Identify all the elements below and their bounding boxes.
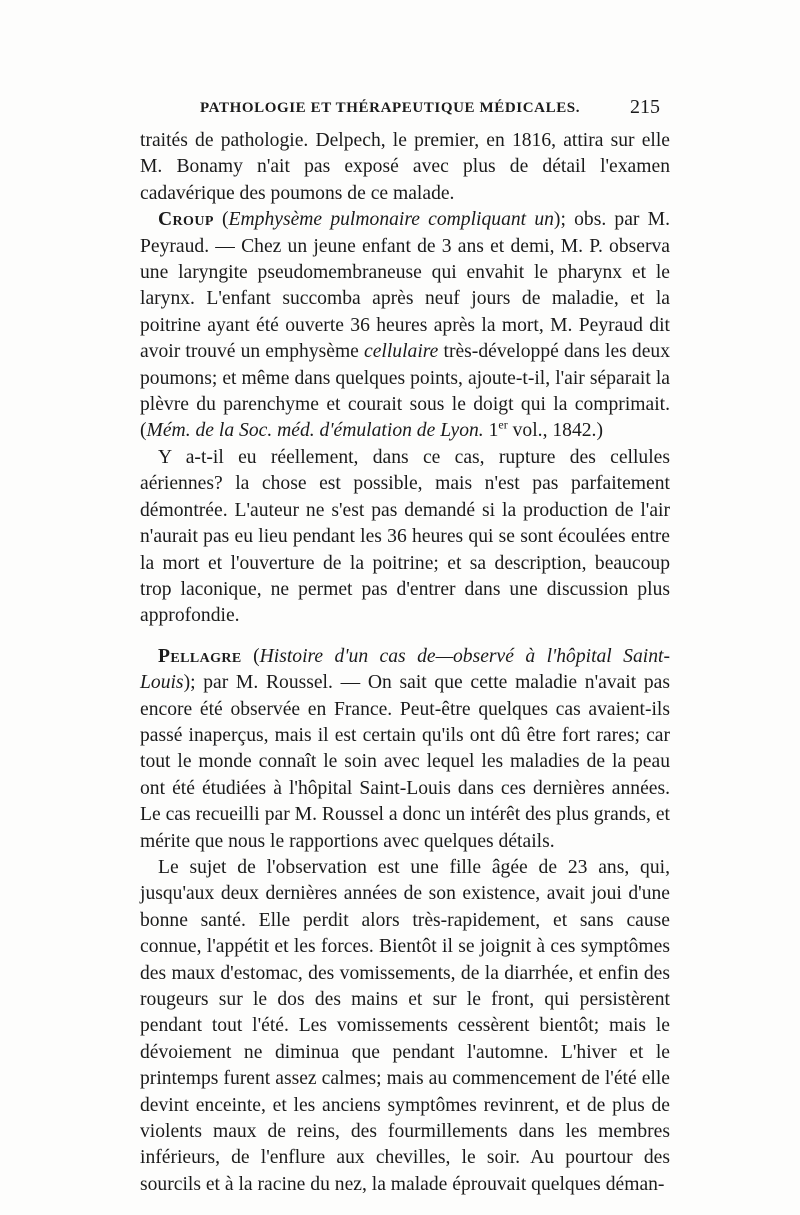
paren-open: (: [213, 209, 229, 231]
paragraph-pellagre-text: ); par M. Roussel. — On sait que cette maladie n'avait pas encore été observée en France. Peut-être quelques cas avaient-ils passé inaperçus, mais il est certain qu'ils ont dû être fort rares; car tout le monde connaît le soin avec lequel les maladies de la peau ont été étudiées à l'hôpital Saint-Louis dans ces dernières années. Le cas recueilli par M. Roussel a donc un intérêt des plus grands, et mérite que nous le rapportions avec quelques détails.: [140, 672, 670, 852]
body-text: [140, 128, 670, 1198]
entry-title-croup: Emphysème pulmonaire compliquant un: [228, 209, 554, 231]
italic-cellulaire: cellulaire: [364, 341, 439, 363]
entry-title-pellagre: Histoire d'un cas de—observé à l'hôpital Saint-Louis: [140, 645, 670, 694]
reference-post: vol., 1842.): [507, 420, 603, 442]
paragraph-commentary: Y a-t-il eu réellement, dans ce cas, rupture des cellules aériennes? la chose est possible, mais n'est pas parfaitement démontrée. L'auteur ne s'est pas demandé si la production de l'air n'aurait pas eu lieu pendant les 36 heures qui se sont écoulées entre la mort et l'ouverture de la poitrine; et sa description, beaucoup trop laconique, ne permet pas d'entrer dans une discussion plus approfondie.: [140, 446, 670, 627]
reference-pre: 1: [483, 420, 499, 442]
source-citation: Mém. de la Soc. méd. d'émulation de Lyon.: [146, 420, 484, 442]
entry-label-pellagre: Pellagre: [158, 645, 242, 667]
page-number: 215: [630, 96, 660, 118]
paragraph-observation: Le sujet de l'observation est une fille âgée de 23 ans, qui, jusqu'aux deux dernières années de son existence, avait joui d'une bonne santé. Elle perdit alors très-rapidement, et sans cause connue, l'appétit et les forces. Bientôt il se joignit à ces symptômes des maux d'estomac, des vomissements, de la diarrhée, et enfin des rougeurs sur le dos des mains et sur le front, qui persistèrent pendant tout l'été. Les vomissements cessèrent bientôt; mais le dévoiement ne diminua que pendant l'automne. L'hiver et le printemps furent assez calmes; mais au commencement de l'été elle devint enceinte, et les anciens symptômes revinrent, et de plus de violents maux de reins, des fourmillements dans les membres inférieurs, de l'enflure aux chevilles, le soir. Au pourtour des sourcils et à la racine du nez, la malade éprouvait quelques déman-: [140, 856, 670, 1195]
page-header: [140, 96, 660, 124]
paragraph-croup-text-a: ); obs. par M. Peyraud. — Chez un jeune enfant de 3 ans et demi, M. P. observa une laryngite pseudomembraneuse qui envahit le pharynx et le larynx. L'enfant succomba après neuf jours de maladie, et la poitrine ayant été ouverte 36 heures après la mort, M. Peyraud dit avoir trouvé un emphysème: [140, 209, 670, 363]
paragraph-1: traités de pathologie. Delpech, le premier, en 1816, attira sur elle M. Bonamy n'ait pas exposé avec plus de détail l'examen cadavérique des poumons de ce malade.: [140, 130, 670, 204]
paragraph-croup: [140, 207, 670, 445]
paren-open: (: [241, 645, 260, 667]
paragraph-pellagre: [140, 644, 670, 855]
reference-sup: er: [498, 417, 508, 432]
paragraph-croup-text-b: très-développé dans les deux poumons; et même dans quelques points, ajoute-t-il, l'air séparait la plèvre du parenchyme et courait sous le doigt qui la comprimait. (: [140, 341, 670, 442]
entry-label-croup: Croup: [158, 209, 214, 231]
running-head: PATHOLOGIE ET THÉRAPEUTIQUE MÉDICALES.: [200, 100, 581, 116]
